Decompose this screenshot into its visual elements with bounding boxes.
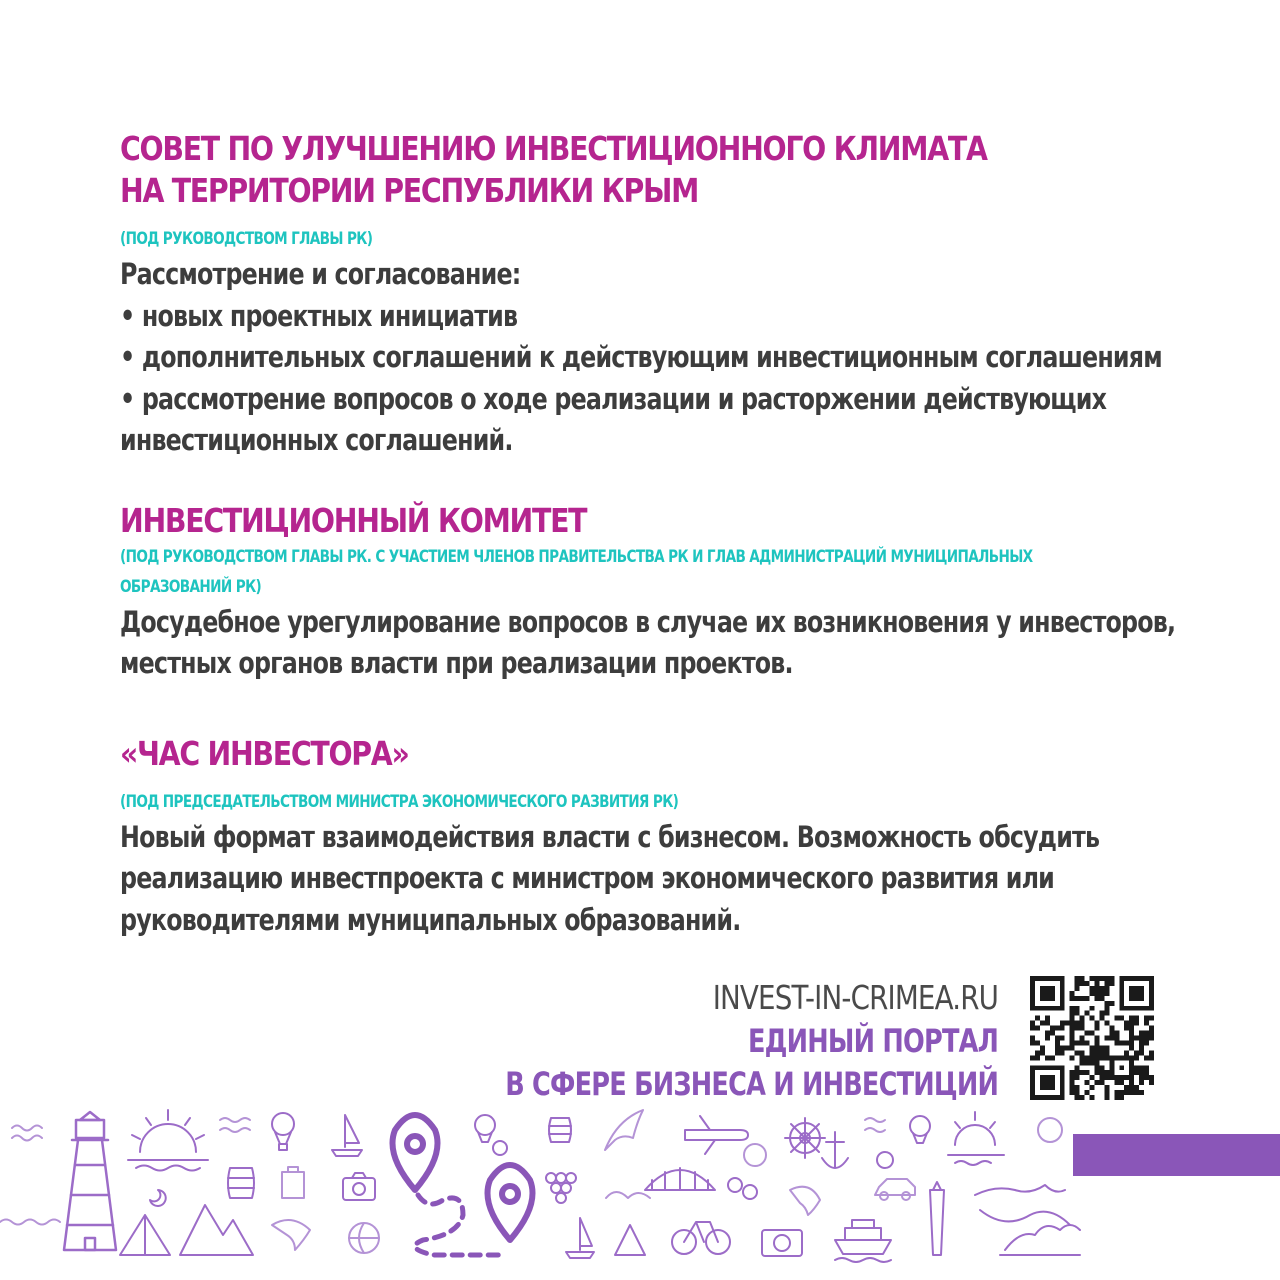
backpack-icon <box>282 1167 304 1198</box>
section-council <box>120 128 1180 462</box>
beach-ball-icon <box>349 1223 379 1253</box>
sailboat-icon <box>332 1115 362 1156</box>
section-title-line: «ЧАС ИНВЕСТОРА» <box>120 733 409 773</box>
dolphin-icon <box>272 1220 310 1250</box>
hot-air-balloon-icon <box>272 1113 294 1150</box>
bicycle-icon <box>672 1222 730 1254</box>
hot-air-balloon-icon <box>475 1115 507 1155</box>
camera-icon <box>762 1230 802 1256</box>
tent-icon <box>120 1190 170 1255</box>
barrel-icon <box>549 1118 571 1142</box>
body-line: Новый формат взаимодействия власти с бизнесом. Возможность обсудить <box>120 819 1100 854</box>
barrel-icon <box>228 1168 254 1198</box>
portal-url[interactable]: INVEST-IN-CRIMEA.RU <box>712 978 998 1017</box>
seagull-icon <box>606 1192 650 1198</box>
portal-tagline: ЕДИНЫЙ ПОРТАЛ <box>747 1022 998 1060</box>
body-line: местных органов власти при реализации проектов. <box>120 646 793 680</box>
dolphin-icon <box>790 1187 820 1215</box>
hot-air-balloon-icon <box>910 1116 930 1143</box>
body-line: • новых проектных инициатив <box>120 298 518 333</box>
body-line: реализацию инвестпроекта с министром экономического развития или <box>120 861 1055 895</box>
sun-icon <box>128 1110 208 1171</box>
map-pin-icon <box>393 1115 438 1190</box>
palace-icon <box>975 1185 1080 1255</box>
mountains-icon <box>615 1225 645 1255</box>
body-line: • дополнительных соглашений к действующим инвестиционным соглашениям <box>120 340 1162 374</box>
car-icon <box>875 1179 915 1200</box>
bridge-icon <box>645 1168 715 1190</box>
waves-icon <box>0 1126 60 1225</box>
sailboat-icon <box>566 1218 594 1258</box>
body-line: Досудебное урегулирование вопросов в случае их возникновения у инвесторов, <box>120 604 1176 639</box>
hot-air-balloon-icon <box>877 1152 893 1168</box>
section-subtitle: (ПОД РУКОВОДСТВОМ ГЛАВЫ РК) <box>120 229 373 249</box>
section-subtitle: (ПОД РУКОВОДСТВОМ ГЛАВЫ РК. С УЧАСТИЕМ ЧЛЕНОВ ПРАВИТЕЛЬСТВА РК И ГЛАВ АДМИНИСТРАЦИЙ МУНИЦИПАЛЬНЫХ <box>120 546 1033 567</box>
ship-wheel-icon <box>785 1118 825 1158</box>
body-line: • рассмотрение вопросов о ходе реализации и расторжении действующих <box>120 381 1107 416</box>
main-content <box>120 128 1180 941</box>
anchor-icon <box>822 1132 848 1168</box>
cruise-ship-icon <box>835 1220 891 1262</box>
body-line: руководителями муниципальных образований. <box>120 902 741 937</box>
waves-icon <box>220 1118 250 1132</box>
mountains-icon <box>180 1205 253 1255</box>
section-subtitle: (ПОД ПРЕДСЕДАТЕЛЬСТВОМ МИНИСТРА ЭКОНОМИЧЕСКОГО РАЗВИТИЯ РК) <box>120 791 679 812</box>
tourism-illustrations <box>0 1100 1280 1280</box>
lighthouse-icon <box>64 1112 116 1250</box>
airplane-icon <box>685 1116 748 1154</box>
camera-icon <box>343 1173 375 1200</box>
section-subtitle: ОБРАЗОВАНИЙ РК) <box>120 576 262 597</box>
hot-air-balloon-icon <box>728 1178 757 1199</box>
qr-code-icon[interactable] <box>1030 976 1154 1100</box>
section-investor-hour <box>120 733 1180 942</box>
section-committee <box>120 500 1180 685</box>
body-line: инвестиционных соглашений. <box>120 423 513 457</box>
map-pin-icon <box>488 1165 533 1240</box>
footer-portal-info <box>382 976 998 1106</box>
body-line: Рассмотрение и согласование: <box>120 257 521 291</box>
section-title-line: НА ТЕРРИТОРИИ РЕСПУБЛИКИ КРЫМ <box>120 171 699 210</box>
portal-tagline: В СФЕРЕ БИЗНЕСА И ИНВЕСТИЦИЙ <box>505 1065 998 1103</box>
beach-ball-icon <box>744 1144 766 1166</box>
section-title-line: СОВЕТ ПО УЛУЧШЕНИЮ ИНВЕСТИЦИОННОГО КЛИМАТА <box>120 129 987 168</box>
waves-icon <box>865 1118 885 1132</box>
beach-ball-icon <box>1038 1118 1062 1142</box>
lighthouse-icon <box>930 1182 944 1255</box>
grapes-icon <box>546 1173 576 1203</box>
section-title-line: ИНВЕСТИЦИОННЫЙ КОМИТЕТ <box>120 500 587 540</box>
dolphin-icon <box>605 1110 643 1150</box>
sun-icon <box>948 1112 1004 1165</box>
